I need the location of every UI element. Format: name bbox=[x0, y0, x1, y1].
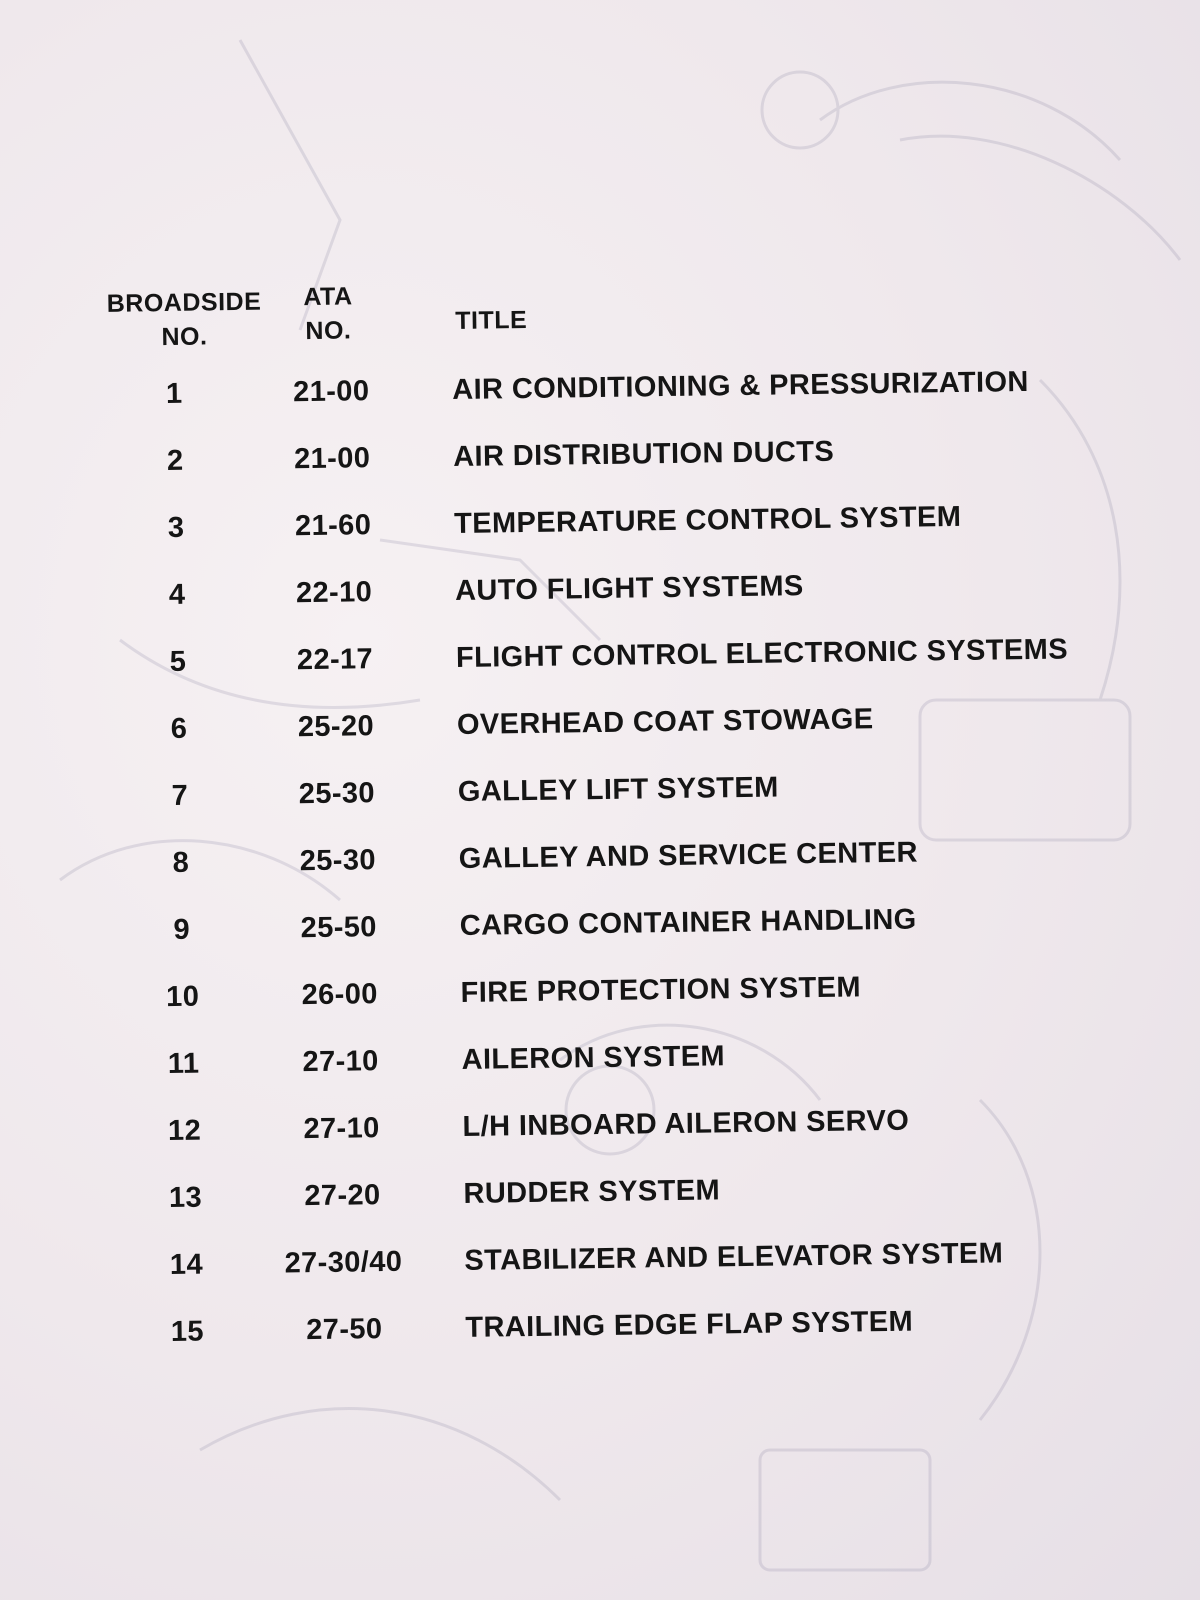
system-title: TEMPERATURE CONTROL SYSTEM bbox=[453, 500, 962, 541]
broadside-number: 1 bbox=[165, 377, 183, 411]
table-row bbox=[0, 559, 1197, 620]
broadside-number: 2 bbox=[166, 444, 184, 478]
broadside-number: 15 bbox=[170, 1315, 205, 1349]
system-title: FLIGHT CONTROL ELECTRONIC SYSTEMS bbox=[455, 633, 1069, 674]
broadside-number: 7 bbox=[171, 779, 189, 812]
broadside-number: 6 bbox=[170, 712, 188, 745]
table-row bbox=[0, 693, 1199, 754]
ata-number: 27-20 bbox=[304, 1179, 381, 1213]
ata-number: 26-00 bbox=[301, 978, 378, 1012]
column-header-text: NO. bbox=[161, 322, 208, 352]
table-row bbox=[3, 1028, 1200, 1089]
system-title: CARGO CONTAINER HANDLING bbox=[459, 903, 917, 942]
column-header-title bbox=[455, 303, 527, 338]
table-row bbox=[5, 1162, 1200, 1223]
table-row bbox=[1, 827, 1200, 888]
column-header-text: ATA bbox=[303, 282, 353, 312]
ata-number: 21-00 bbox=[293, 442, 371, 476]
system-title: STABILIZER AND ELEVATOR SYSTEM bbox=[464, 1237, 1004, 1277]
ata-number: 22-17 bbox=[296, 643, 374, 677]
table-row bbox=[7, 1296, 1200, 1357]
system-title: AUTO FLIGHT SYSTEMS bbox=[454, 570, 804, 608]
broadside-number: 4 bbox=[168, 578, 186, 611]
column-header-text: TITLE bbox=[455, 305, 528, 335]
broadside-number: 14 bbox=[169, 1248, 204, 1282]
broadside-number: 5 bbox=[169, 645, 187, 678]
table-row bbox=[0, 626, 1198, 687]
system-title: AIR CONDITIONING & PRESSURIZATION bbox=[452, 365, 1029, 407]
table-row bbox=[0, 760, 1200, 821]
system-title: L/H INBOARD AILERON SERVO bbox=[462, 1104, 910, 1143]
system-title: GALLEY LIFT SYSTEM bbox=[457, 771, 779, 808]
system-title: AIR DISTRIBUTION DUCTS bbox=[452, 435, 835, 474]
table-row bbox=[0, 492, 1196, 553]
table-row bbox=[0, 358, 1194, 419]
broadside-number: 8 bbox=[172, 846, 190, 879]
column-header-ata-no bbox=[283, 279, 374, 348]
ata-number: 27-10 bbox=[302, 1045, 379, 1079]
table-row bbox=[2, 961, 1200, 1022]
ata-number: 25-30 bbox=[298, 777, 376, 811]
broadside-number: 9 bbox=[173, 913, 191, 946]
broadside-number: 3 bbox=[167, 511, 185, 545]
column-header-broadside-no bbox=[89, 284, 280, 355]
system-title: FIRE PROTECTION SYSTEM bbox=[460, 971, 862, 1009]
broadside-number: 11 bbox=[167, 1047, 200, 1081]
ata-number: 27-50 bbox=[306, 1313, 383, 1347]
table-row bbox=[1, 894, 1200, 955]
table-row bbox=[6, 1229, 1200, 1290]
column-header-text: BROADSIDE bbox=[106, 287, 262, 318]
ata-number: 25-50 bbox=[300, 911, 378, 945]
ata-number: 25-20 bbox=[297, 710, 375, 744]
table-row bbox=[0, 425, 1195, 486]
system-title: AILERON SYSTEM bbox=[461, 1040, 726, 1076]
column-header-text: NO. bbox=[305, 316, 352, 346]
system-title: TRAILING EDGE FLAP SYSTEM bbox=[465, 1305, 914, 1344]
ata-number: 27-10 bbox=[303, 1112, 380, 1146]
ata-number: 27-30/40 bbox=[284, 1245, 403, 1280]
broadside-number: 12 bbox=[167, 1114, 202, 1148]
ata-number: 22-10 bbox=[295, 576, 373, 610]
ata-number: 25-30 bbox=[299, 844, 377, 878]
system-title: OVERHEAD COAT STOWAGE bbox=[456, 703, 874, 741]
table-row bbox=[4, 1095, 1200, 1156]
ata-number: 21-60 bbox=[294, 509, 372, 543]
system-title: GALLEY AND SERVICE CENTER bbox=[458, 836, 919, 875]
ata-number: 21-00 bbox=[292, 375, 370, 409]
system-title: RUDDER SYSTEM bbox=[463, 1174, 721, 1210]
broadside-number: 13 bbox=[168, 1181, 203, 1215]
broadside-number: 10 bbox=[165, 980, 200, 1014]
